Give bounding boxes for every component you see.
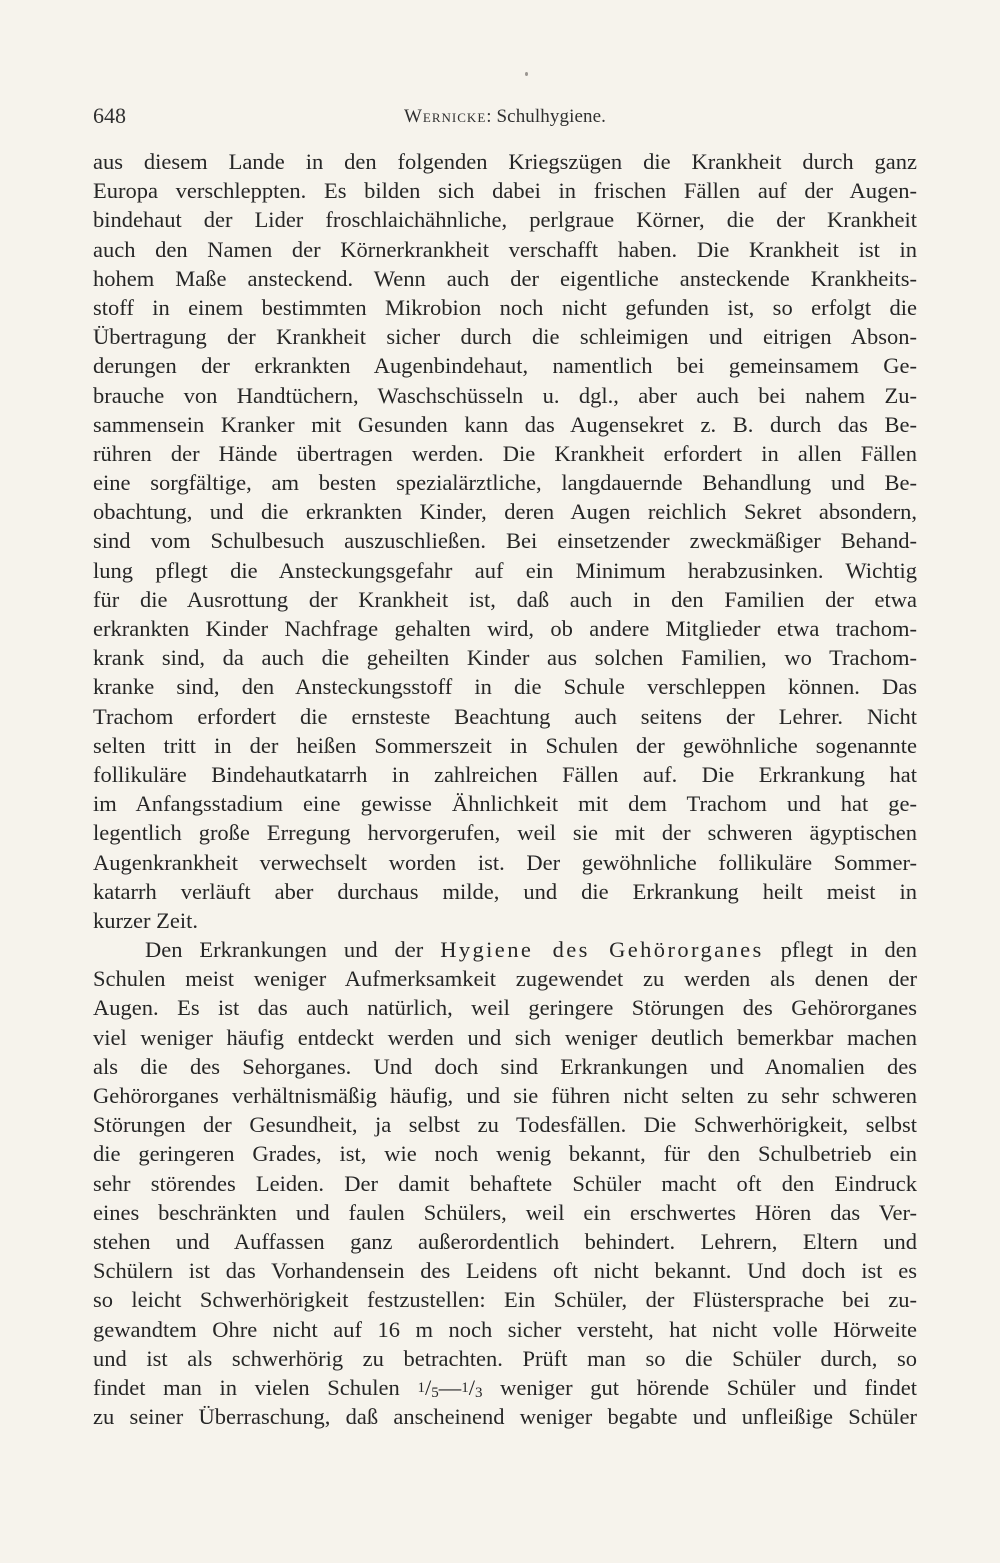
- text-line: hohem Maße ansteckend. Wenn auch der eigentliche ansteckende Krankheits-: [93, 265, 917, 291]
- text-line: [93, 935, 917, 964]
- text-segment: findet man in vielen Schulen: [93, 1374, 418, 1400]
- paragraph-gehoerorgan: [93, 935, 917, 1431]
- text-line: derungen der erkrankten Augenbindehaut, namentlich bei gemeinsamem Ge-: [93, 353, 917, 379]
- text-line: stoff in einem bestimmten Mikrobion noch nicht gefunden ist, so erfolgt die: [93, 294, 917, 320]
- text-line: die geringeren Grades, ist, wie noch wenig bekannt, für den Schulbetrieb ein: [93, 1141, 917, 1167]
- text-line: kranke sind, den Ansteckungsstoff in die Schule verschleppen können. Das: [93, 674, 917, 700]
- text-line: Schülern ist das Vorhandensein des Leidens oft nicht bekannt. Und doch ist es: [93, 1258, 917, 1284]
- text-line: für die Ausrottung der Krankheit ist, daß auch in den Familien der etwa: [93, 586, 917, 612]
- text-line: Gehörorganes verhältnismäßig häufig, und sie führen nicht selten zu sehr schweren: [93, 1083, 917, 1108]
- text-line: aus diesem Lande in den folgenden Kriegszügen die Krankheit durch ganz: [93, 149, 917, 174]
- text-line: legentlich große Erregung hervorgerufen, weil sie mit der schweren ägyptischen: [93, 820, 917, 846]
- text-line: follikuläre Bindehautkatarrh in zahlreichen Fällen auf. Die Erkrankung hat: [93, 761, 917, 787]
- fraction-numerator: 1: [461, 1379, 469, 1396]
- text-line: sammensein Kranker mit Gesunden kann das Augensekret z. B. durch das Be-: [93, 411, 917, 437]
- text-line: gewandtem Ohre nicht auf 16 m noch sicher versteht, hat nicht volle Hörweite: [93, 1316, 917, 1342]
- text-line: Europa verschleppten. Es bilden sich dabei in frischen Fällen auf der Augen-: [93, 178, 917, 204]
- text-line: brauche von Handtüchern, Waschschüsseln u. dgl., aber auch bei nahem Zu-: [93, 382, 917, 408]
- page-number: 648: [93, 103, 126, 128]
- text-line: Schulen meist weniger Aufmerksamkeit zugewendet zu werden als denen der: [93, 966, 917, 992]
- paragraph-trachom: [93, 147, 917, 935]
- text-line-fractions: [93, 1373, 917, 1402]
- text-line: obachtung, und die erkrankten Kinder, deren Augen reichlich Sekret absondern,: [93, 499, 917, 525]
- fraction-denominator: 5: [431, 1384, 439, 1401]
- running-head: [93, 103, 917, 131]
- text-line: Trachom erfordert die ernsteste Beachtung auch seitens der Lehrer. Nicht: [93, 703, 917, 729]
- text-line: bindehaut der Lider froschlaichähnliche, perlgraue Körner, die der Krankheit: [93, 207, 917, 233]
- fraction-one-fifth: 1/5: [417, 1374, 439, 1401]
- text-line: als die des Sehorganes. Und doch sind Erkrankungen und Anomalien des: [93, 1053, 917, 1079]
- text-line: Störungen der Gesundheit, ja selbst zu Todesfällen. Die Schwerhörigkeit, selbst: [93, 1112, 917, 1138]
- text-line: lung pflegt die Ansteckungsgefahr auf ein Minimum herabzusinken. Wichtig: [93, 557, 917, 583]
- text-line: eine sorgfältige, am besten spezialärztliche, langdauernde Behandlung und Be-: [93, 470, 917, 496]
- fraction-one-third: 1/3: [461, 1374, 483, 1401]
- fraction-dash: —: [438, 1374, 462, 1400]
- text-line: sind vom Schulbesuch auszuschließen. Bei einsetzender zweckmäßiger Behand-: [93, 528, 917, 554]
- text-line: Übertragung der Krankheit sicher durch die schleimigen und eitrigen Abson-: [93, 324, 917, 350]
- text-segment: pflegt in den: [763, 937, 918, 963]
- text-line: katarrh verläuft aber durchaus milde, und die Erkrankung heilt meist in: [93, 878, 917, 904]
- text-line: krank sind, da auch die geheilten Kinder aus solchen Familien, wo Trachom-: [93, 645, 917, 671]
- paragraph-lines: [93, 964, 917, 1373]
- running-head-separator: :: [486, 106, 497, 127]
- text-line: sehr störendes Leiden. Der damit behaftete Schüler macht oft den Eindruck: [93, 1170, 917, 1196]
- body-text: [93, 147, 917, 1431]
- fraction-denominator: 3: [474, 1384, 483, 1401]
- page-header: [93, 102, 917, 130]
- running-head-author: Wernicke: [404, 106, 487, 127]
- text-line: und ist als schwerhörig zu betrachten. Prüft man so die Schüler durch, so: [93, 1345, 917, 1371]
- text-line: auch den Namen der Körnerkrankheit verschafft haben. Die Krankheit ist in: [93, 236, 917, 262]
- text-line: stehen und Auffassen ganz außerordentlich behindert. Lehrern, Eltern und: [93, 1228, 917, 1254]
- running-head-title: Schulhygiene.: [496, 106, 606, 127]
- spaced-heading-term: Hygiene des Gehörorganes: [440, 937, 764, 963]
- fraction-numerator: 1: [417, 1379, 425, 1396]
- text-segment: weniger gut hörende Schüler und findet: [482, 1374, 918, 1400]
- text-line: rühren der Hände übertragen werden. Die Krankheit erfordert in allen Fällen: [93, 440, 917, 466]
- text-line: Augenkrankheit verwechselt worden ist. Der gewöhnliche follikuläre Sommer-: [93, 849, 917, 875]
- text-segment: Den Erkrankungen und der: [145, 937, 441, 963]
- text-line: kurzer Zeit.: [93, 907, 198, 933]
- text-line: erkrankten Kinder Nachfrage gehalten wird, ob andere Mitglieder etwa trachom-: [93, 616, 917, 641]
- text-line: viel weniger häufig entdeckt werden und sich weniger deutlich bemerkbar machen: [93, 1024, 917, 1050]
- paper-speck: [525, 72, 528, 76]
- text-line: Augen. Es ist das auch natürlich, weil geringere Störungen des Gehörorganes: [93, 995, 917, 1021]
- text-line: im Anfangsstadium eine gewisse Ähnlichkeit mit dem Trachom und hat ge-: [93, 791, 917, 817]
- text-line: selten tritt in der heißen Sommerszeit in Schulen der gewöhnliche sogenannte: [93, 732, 917, 758]
- text-line: zu seiner Überraschung, daß anscheinend weniger begabte und unfleißige Schüler: [93, 1404, 917, 1430]
- text-line: so leicht Schwerhörigkeit festzustellen: Ein Schüler, der Flüstersprache bei zu-: [93, 1287, 917, 1313]
- text-line: eines beschränkten und faulen Schülers, weil ein erschwertes Hören das Ver-: [93, 1199, 917, 1225]
